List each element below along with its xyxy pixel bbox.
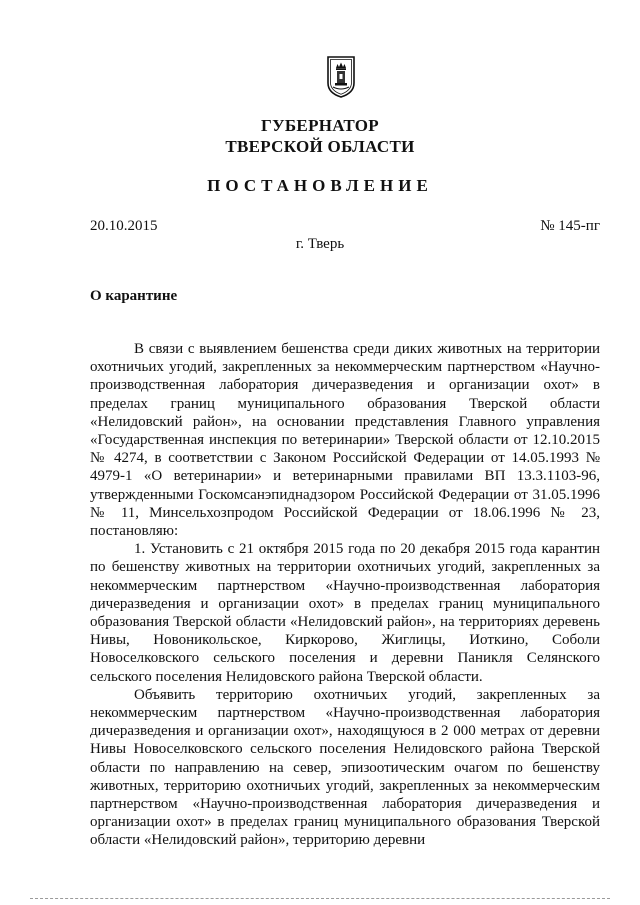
issuer-region: ТВЕРСКОЙ ОБЛАСТИ <box>225 137 415 156</box>
paragraph-item-1: 1. Установить с 21 октября 2015 года по 20 декабря 2015 года карантин по бешенству животных на территории охотничьих угодий, закрепленных за некоммерческим партнерством «Научно-производственная лаборатория дичеразведения и организации охот» в пределах границ муниципального образования Тверской области «Нелидовский район», на территориях деревень Нивы, Новоникольское, Киркорово, Жиглицы, Иоткино, Соболи Новоселковского сельского поселения и деревни Паникля Селянского сельского поселения Нелидовского района Тверской области. <box>90 541 600 685</box>
document-number: № 145-пг <box>540 218 600 234</box>
page-bottom-edge <box>30 898 610 899</box>
paragraph-declare: Объявить территорию охотничьих угодий, закрепленных за некоммерческим партнерством «Научно-производственная лаборатория дичеразведения и организации охот», находящуюся в 2 000 метрах от деревни Нивы Новоселковского сельского поселения Нелидовского района Тверской области по направлению на север, эпизоотическим очагом по бешенству животных, территорию охотничьих угодий, закрепленных за некоммерческим партнерством «Научно-производственная лаборатория дичеразведения и организации охот» в пределах границ муниципального образования Тверской области «Нелидовский район», территорию деревни <box>90 686 600 849</box>
document-body <box>90 340 600 850</box>
document-subject: О карантине <box>90 288 178 304</box>
document-city: г. Тверь <box>295 236 345 252</box>
document-type: ПОСТАНОВЛЕНИЕ <box>207 176 433 195</box>
paragraph-preamble: В связи с выявлением бешенства среди диких животных на территории охотничьих угодий, закрепленных за некоммерческим партнерством «Научно-производственная лаборатория дичеразведения и организации охот» в пределах границ муниципального образования Тверской области «Нелидовский район», на основании представления Главного управления «Государственная инспекция по ветеринарии» Тверской области от 12.10.2015 № 4274, в соответствии с Законом Российской Федерации от 14.05.1993 № 4979-1 «О ветеринарии» и ветеринарными правилами ВП 13.3.1103-96, утвержденными Госкомсанэпиднадзором Российской Федерации от 31.05.1996 № 11, Минсельхозпродом Российской Федерации от 18.06.1996 № 23, постановляю: <box>90 341 600 540</box>
tver-coat-of-arms-icon <box>326 55 356 99</box>
document-date: 20.10.2015 <box>90 218 158 234</box>
issuer-title: ГУБЕРНАТОР <box>261 116 379 135</box>
